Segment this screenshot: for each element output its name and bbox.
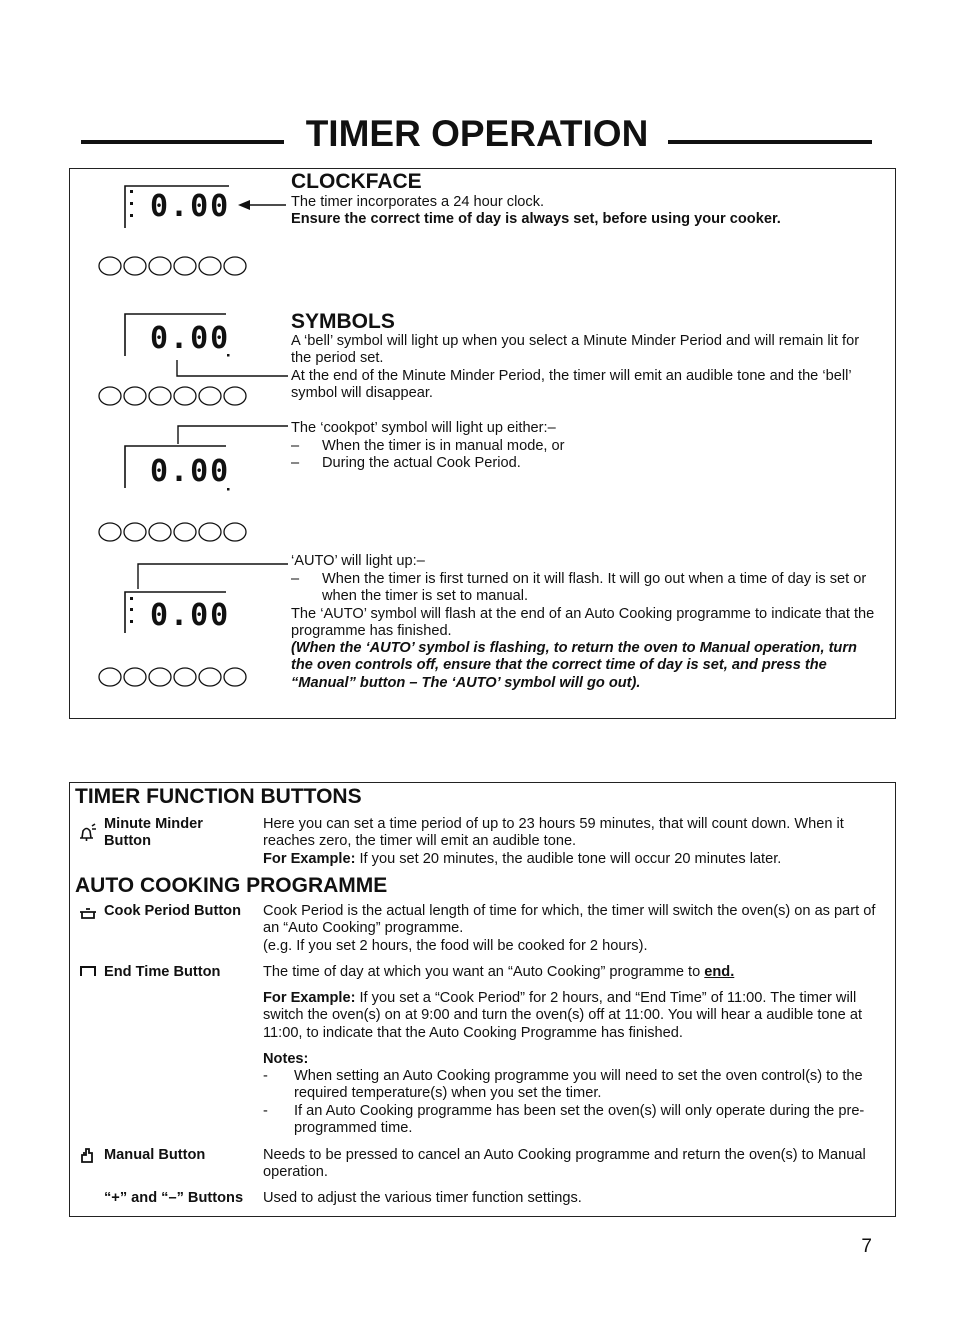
clockface-line2: Ensure the correct time of day is always set, before using your cooker. <box>291 211 781 227</box>
auto-list <box>291 571 888 606</box>
auto-flash-text: The ‘AUTO’ symbol will flash at the end of an Auto Cooking programme to indicate that the programme has finished. <box>291 606 875 640</box>
notes-label: Notes: <box>263 1051 309 1067</box>
cookpot-time-readout: 0.00 <box>150 454 231 489</box>
plus-minus-text: Used to adjust the various timer function settings. <box>263 1190 582 1206</box>
minute-minder-text: Here you can set a time period of up to 23 hours 59 minutes, that will count down. When it reaches zero, the timer will emit an audible tone. For Example: If you set 20 minutes, the audible tone will occur 20 minutes later. <box>263 816 844 867</box>
bell-icon <box>77 823 97 843</box>
end-time-label: End Time Button <box>104 964 221 980</box>
cookpot-item: – When the timer is in manual mode, or <box>291 438 565 454</box>
page-number: 7 <box>861 1236 872 1257</box>
end-time-text: The time of day at which you want an “Auto Cooking” programme to end. <box>263 964 735 980</box>
cookpot-item: – During the actual Cook Period. <box>291 455 521 472</box>
end-time-icon <box>79 965 97 977</box>
auto-intro: ‘AUTO’ will light up:– <box>291 553 425 569</box>
cook-period-label: Cook Period Button <box>104 903 242 919</box>
auto-note: (When the ‘AUTO’ symbol is flashing, to return the oven to Manual operation, turn the oven controls off, ensure that the correct time of day is set, and press the “Manual” button – The ‘AUTO’ symbol will go out). <box>291 640 857 691</box>
clockface-line1: The timer incorporates a 24 hour clock. <box>291 194 545 210</box>
auto-cooking-heading: AUTO COOKING PROGRAMME <box>75 874 388 897</box>
page-title: TIMER OPERATION <box>305 113 649 154</box>
timer-function-heading: TIMER FUNCTION BUTTONS <box>75 785 362 808</box>
plus-minus-label: “+” and “–” Buttons <box>104 1190 244 1206</box>
cookpot-list <box>291 438 881 473</box>
manual-text: Needs to be pressed to cancel an Auto Cooking programme and return the oven(s) to Manual operation. <box>263 1147 866 1181</box>
minute-minder-label: Minute Minder Button <box>104 816 203 850</box>
note-item: - When setting an Auto Cooking programme you will need to set the oven control(s) to the required temperature(s) when you set the timer. <box>263 1068 863 1102</box>
manual-label: Manual Button <box>104 1147 206 1163</box>
notes-list <box>263 1068 885 1138</box>
clockface-time-readout: 0.00 <box>150 189 231 224</box>
end-time-example: For Example: If you set a “Cook Period” for 2 hours, and “End Time” of 11:00. The timer will switch the oven(s) on at 9:00 and turn the oven(s) off at 11:00. You will hear a audible tone at 11:00, to indicate that the Auto Cooking Programme has finished. <box>263 990 863 1041</box>
cookpot-icon <box>79 906 97 920</box>
cookpot-intro: The ‘cookpot’ symbol will light up either:– <box>291 420 556 436</box>
symbols-heading: SYMBOLS <box>291 310 395 333</box>
cook-period-text: Cook Period is the actual length of time for which, the timer will switch the oven(s) on as part of an “Auto Cooking” programme. (e.g. If you set 2 hours, the food will be cooked for 2 hours). <box>263 903 876 954</box>
clockface-heading: CLOCKFACE <box>291 170 422 193</box>
manual-hand-icon <box>79 1147 95 1164</box>
symbols-bell-text-2: At the end of the Minute Minder Period, the timer will emit an audible tone and the ‘bell’ symbol will disappear. <box>291 368 852 402</box>
bell-time-readout: 0.00 <box>150 321 231 356</box>
note-item: - If an Auto Cooking programme has been set the oven(s) will only operate during the pre-programmed time. <box>263 1102 865 1137</box>
auto-item: – When the timer is first turned on it will flash. It will go out when a time of day is set or when the timer is set to manual. <box>291 571 867 605</box>
symbols-bell-text-1: A ‘bell’ symbol will light up when you select a Minute Minder Period and will remain lit for the period set. <box>291 333 860 367</box>
auto-time-readout: 0.00 <box>150 598 231 633</box>
